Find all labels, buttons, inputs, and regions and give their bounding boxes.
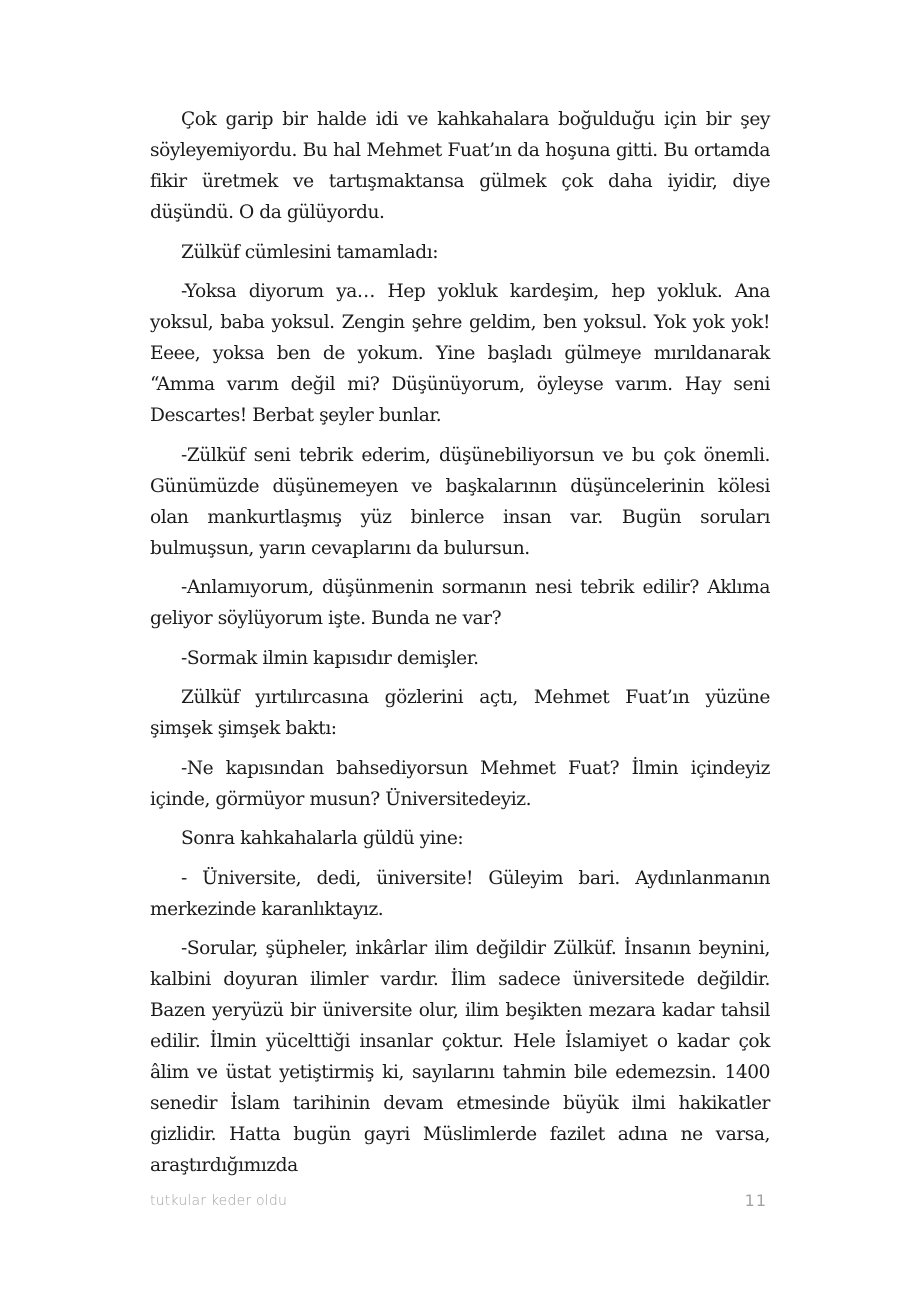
- paragraph: - Üniversite, dedi, üniversite! Güleyim bari. Aydınlanmanın merkezinde karanlıktayız.: [150, 867, 770, 920]
- paragraph: Çok garip bir halde idi ve kahkahalara boğulduğu için bir şey söyleyemiyordu. Bu hal Mehmet Fuat’ın da hoşuna gitti. Bu ortamda fikir üretmek ve tartışmaktansa gülmek çok daha iyidir, diye düşündü. O da gülüyordu.: [150, 109, 770, 223]
- paragraph: -Yoksa diyorum ya… Hep yokluk kardeşim, hep yokluk. Ana yoksul, baba yoksul. Zengin şehre geldim, ben yoksul. Yok yok yok! Eeee, yoksa ben de yokum. Yine başladı gülmeye mırıldanarak “Amma varım değil mi? Düşünüyorum, öyleyse varım. Hay seni Descartes! Berbat şeyler bunlar.: [150, 281, 770, 426]
- paragraph: -Zülküf seni tebrik ederim, düşünebiliyorsun ve bu çok önemli. Günümüzde düşünemeyen ve başkalarının düşüncelerinin kölesi olan mankurtlaşmış yüz binlerce insan var. Bugün soruları bulmuşsun, yarın cevaplarını da bulursun.: [150, 444, 770, 559]
- body-text: [150, 104, 770, 1181]
- paragraph: Zülküf yırtılırcasına gözlerini açtı, Mehmet Fuat’ın yüzüne şimşek şimşek baktı:: [150, 687, 770, 739]
- paragraph: -Sorular, şüpheler, inkârlar ilim değildir Zülküf. İnsanın beynini, kalbini doyuran ilimler vardır. İlim sadece üniversitede değildir. Bazen yeryüzü bir üniversite olur, ilim beşikten mezara kadar tahsil edilir. İlmin yücelttiği insanlar çoktur. Hele İslamiyet o kadar çok âlim ve üstat yetiştirmiş ki, sayılarını tahmin bile edemezsin. 1400 senedir İslam tarihinin devam etmesinde büyük ilmi hakikatler gizlidir. Hatta bugün gayri Müslimlerde fazilet adına ne varsa, araştırdığımızda: [150, 938, 770, 1176]
- page-number: 11: [744, 1191, 767, 1210]
- paragraph: Sonra kahkahalarla güldü yine:: [181, 828, 464, 849]
- paragraph: -Ne kapısından bahsediyorsun Mehmet Fuat? İlmin içindeyiz içinde, görmüyor musun? Üniversitedeyiz.: [150, 757, 770, 810]
- paragraph: -Anlamıyorum, düşünmenin sormanın nesi tebrik edilir? Aklıma geliyor söylüyorum işte. Bunda ne var?: [150, 577, 770, 629]
- running-footer-title: tutkular keder oldu: [150, 1193, 288, 1209]
- paragraph: Zülküf cümlesini tamamladı:: [181, 241, 439, 263]
- paragraph: -Sormak ilmin kapısıdır demişler.: [181, 647, 479, 669]
